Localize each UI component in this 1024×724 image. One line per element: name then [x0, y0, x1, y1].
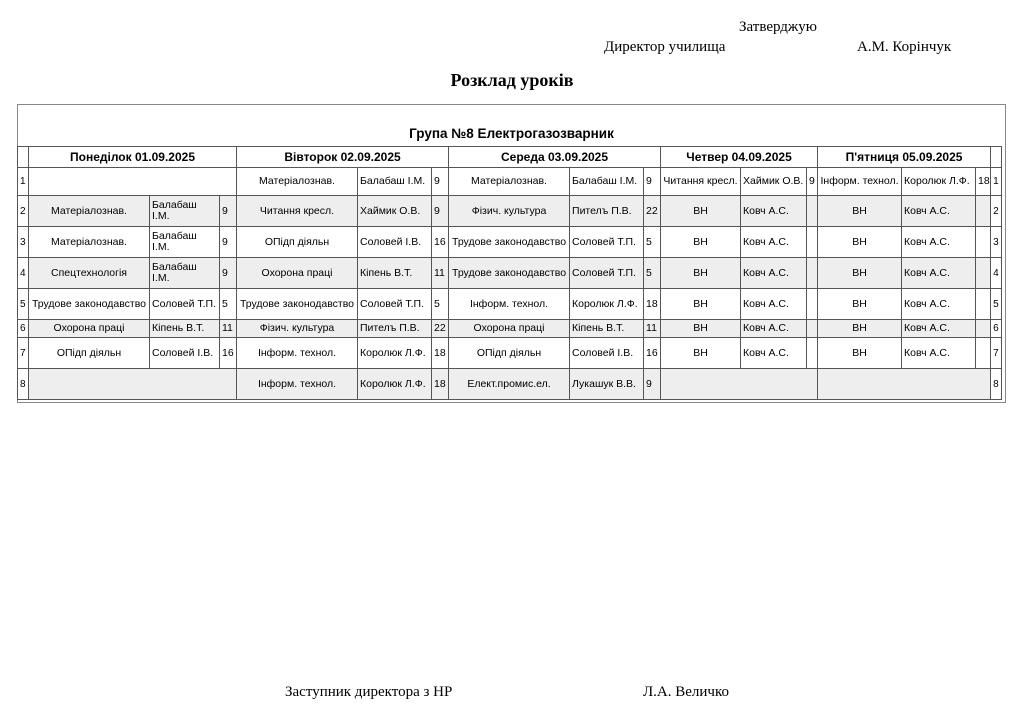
- room-cell: 9: [644, 168, 661, 196]
- schedule-title: Розклад уроків: [450, 70, 574, 90]
- room-cell: 16: [220, 338, 237, 369]
- lesson-number: 7: [18, 338, 29, 369]
- teacher-cell: Пителъ П.В.: [570, 196, 644, 227]
- lesson-row: [18, 168, 1002, 196]
- room-cell: 18: [644, 289, 661, 320]
- lesson-number: 2: [18, 196, 29, 227]
- teacher-cell: Ковч А.С.: [741, 289, 807, 320]
- room-cell: [976, 338, 991, 369]
- deputy-position: Заступник директора з НР: [285, 684, 453, 700]
- lesson-number: 6: [991, 320, 1002, 338]
- subject-cell: Читання кресл.: [661, 168, 741, 196]
- subject-cell: Матеріалознав.: [29, 227, 150, 258]
- subject-cell: Охорона праці: [29, 320, 150, 338]
- room-cell: [807, 258, 818, 289]
- teacher-cell: Королюк Л.Ф.: [902, 168, 976, 196]
- room-cell: 18: [432, 338, 449, 369]
- lesson-number: 2: [991, 196, 1002, 227]
- subject-cell: Охорона праці: [449, 320, 570, 338]
- room-cell: 9: [220, 196, 237, 227]
- room-cell: [976, 227, 991, 258]
- lesson-row: [18, 369, 1002, 400]
- teacher-cell: Ковч А.С.: [902, 258, 976, 289]
- lesson-row: [18, 196, 1002, 227]
- room-cell: 11: [432, 258, 449, 289]
- teacher-cell: Кіпень В.Т.: [570, 320, 644, 338]
- teacher-cell: Балабаш І.М.: [570, 168, 644, 196]
- subject-cell: ВН: [818, 258, 902, 289]
- day-header: Понеділок 01.09.2025: [29, 147, 237, 168]
- empty-lesson-cell: [29, 369, 237, 400]
- room-cell: 16: [644, 338, 661, 369]
- subject-cell: ВН: [661, 338, 741, 369]
- room-cell: 11: [220, 320, 237, 338]
- teacher-cell: Соловей Т.П.: [570, 258, 644, 289]
- empty-lesson-cell: [818, 369, 991, 400]
- room-cell: 9: [644, 369, 661, 400]
- day-header: Середа 03.09.2025: [449, 147, 661, 168]
- subject-cell: Читання кресл.: [237, 196, 358, 227]
- subject-cell: ОПідп діяльн: [237, 227, 358, 258]
- room-cell: 5: [644, 258, 661, 289]
- teacher-cell: Соловей Т.П.: [150, 289, 220, 320]
- subject-cell: ВН: [661, 196, 741, 227]
- subject-cell: ОПідп діяльн: [29, 338, 150, 369]
- teacher-cell: Королюк Л.Ф.: [358, 338, 432, 369]
- teacher-cell: Кіпень В.Т.: [150, 320, 220, 338]
- subject-cell: Фізич. культура: [449, 196, 570, 227]
- room-cell: 9: [220, 258, 237, 289]
- subject-cell: ВН: [661, 289, 741, 320]
- teacher-cell: Балабаш І.М.: [150, 196, 220, 227]
- subject-cell: Трудове законодавство: [449, 227, 570, 258]
- corner-cell: [991, 147, 1002, 168]
- room-cell: 16: [432, 227, 449, 258]
- teacher-cell: Королюк Л.Ф.: [358, 369, 432, 400]
- subject-cell: Охорона праці: [237, 258, 358, 289]
- subject-cell: Спецтехнологія: [29, 258, 150, 289]
- teacher-cell: Ковч А.С.: [902, 289, 976, 320]
- subject-cell: Фізич. культура: [237, 320, 358, 338]
- day-header: Четвер 04.09.2025: [661, 147, 818, 168]
- subject-cell: Інформ. технол.: [449, 289, 570, 320]
- room-cell: [976, 258, 991, 289]
- lesson-number: 1: [991, 168, 1002, 196]
- subject-cell: ОПідп діяльн: [449, 338, 570, 369]
- room-cell: 11: [644, 320, 661, 338]
- room-cell: [807, 227, 818, 258]
- subject-cell: Інформ. технол.: [237, 338, 358, 369]
- lesson-number: 3: [991, 227, 1002, 258]
- lesson-number: 6: [18, 320, 29, 338]
- director-name: А.М. Корінчук: [857, 39, 952, 55]
- director-position: Директор училища: [604, 39, 726, 55]
- subject-cell: Матеріалознав.: [449, 168, 570, 196]
- subject-cell: Інформ. технол.: [818, 168, 902, 196]
- subject-cell: ВН: [661, 227, 741, 258]
- subject-cell: ВН: [661, 258, 741, 289]
- lesson-number: 5: [18, 289, 29, 320]
- lesson-number: 8: [18, 369, 29, 400]
- teacher-cell: Балабаш І.М.: [150, 258, 220, 289]
- schedule-table: [17, 146, 1002, 400]
- lesson-number: 8: [991, 369, 1002, 400]
- teacher-cell: Соловей Т.П.: [358, 289, 432, 320]
- teacher-cell: Кіпень В.Т.: [358, 258, 432, 289]
- room-cell: 5: [432, 289, 449, 320]
- teacher-cell: Ковч А.С.: [741, 227, 807, 258]
- subject-cell: Трудове законодавство: [449, 258, 570, 289]
- room-cell: [976, 320, 991, 338]
- room-cell: [807, 338, 818, 369]
- teacher-cell: Соловей І.В.: [570, 338, 644, 369]
- teacher-cell: Ковч А.С.: [902, 320, 976, 338]
- room-cell: 22: [644, 196, 661, 227]
- lesson-row: [18, 338, 1002, 369]
- lesson-row: [18, 227, 1002, 258]
- room-cell: [807, 320, 818, 338]
- room-cell: 9: [220, 227, 237, 258]
- lesson-row: [18, 289, 1002, 320]
- subject-cell: ВН: [818, 320, 902, 338]
- subject-cell: ВН: [661, 320, 741, 338]
- subject-cell: ВН: [818, 338, 902, 369]
- group-title: Група №8 Електрогазозварник: [409, 126, 614, 141]
- teacher-cell: Ковч А.С.: [741, 338, 807, 369]
- lesson-row: [18, 320, 1002, 338]
- subject-cell: ВН: [818, 289, 902, 320]
- subject-cell: Матеріалознав.: [237, 168, 358, 196]
- teacher-cell: Хаймик О.В.: [358, 196, 432, 227]
- room-cell: [807, 289, 818, 320]
- lesson-number: 1: [18, 168, 29, 196]
- teacher-cell: Балабаш І.М.: [150, 227, 220, 258]
- teacher-cell: Королюк Л.Ф.: [570, 289, 644, 320]
- day-header: Вівторок 02.09.2025: [237, 147, 449, 168]
- teacher-cell: Ковч А.С.: [902, 227, 976, 258]
- teacher-cell: Ковч А.С.: [741, 320, 807, 338]
- teacher-cell: Соловей І.В.: [358, 227, 432, 258]
- deputy-name: Л.А. Величко: [643, 684, 730, 700]
- subject-cell: Трудове законодавство: [237, 289, 358, 320]
- teacher-cell: Лукашук В.В.: [570, 369, 644, 400]
- room-cell: 22: [432, 320, 449, 338]
- teacher-cell: Ковч А.С.: [902, 196, 976, 227]
- approval-label: Затверджую: [739, 19, 817, 35]
- room-cell: 5: [644, 227, 661, 258]
- day-header-row: [18, 147, 1002, 168]
- subject-cell: ВН: [818, 227, 902, 258]
- teacher-cell: Соловей Т.П.: [570, 227, 644, 258]
- room-cell: 9: [432, 168, 449, 196]
- teacher-cell: Пителъ П.В.: [358, 320, 432, 338]
- subject-cell: Трудове законодавство: [29, 289, 150, 320]
- subject-cell: Елект.промис.ел.: [449, 369, 570, 400]
- subject-cell: ВН: [818, 196, 902, 227]
- day-header: П'ятниця 05.09.2025: [818, 147, 991, 168]
- teacher-cell: Хаймик О.В.: [741, 168, 807, 196]
- room-cell: 9: [807, 168, 818, 196]
- lesson-number: 4: [18, 258, 29, 289]
- room-cell: 18: [432, 369, 449, 400]
- room-cell: [976, 289, 991, 320]
- lesson-number: 4: [991, 258, 1002, 289]
- lesson-row: [18, 258, 1002, 289]
- room-cell: [976, 196, 991, 227]
- room-cell: [807, 196, 818, 227]
- subject-cell: Матеріалознав.: [29, 196, 150, 227]
- lesson-number: 5: [991, 289, 1002, 320]
- room-cell: 9: [432, 196, 449, 227]
- teacher-cell: Ковч А.С.: [902, 338, 976, 369]
- teacher-cell: Соловей І.В.: [150, 338, 220, 369]
- corner-cell: [18, 147, 29, 168]
- empty-lesson-cell: [661, 369, 818, 400]
- empty-lesson-cell: [29, 168, 237, 196]
- teacher-cell: Ковч А.С.: [741, 258, 807, 289]
- subject-cell: Інформ. технол.: [237, 369, 358, 400]
- teacher-cell: Балабаш І.М.: [358, 168, 432, 196]
- lesson-number: 7: [991, 338, 1002, 369]
- lesson-number: 3: [18, 227, 29, 258]
- room-cell: 5: [220, 289, 237, 320]
- teacher-cell: Ковч А.С.: [741, 196, 807, 227]
- room-cell: 18: [976, 168, 991, 196]
